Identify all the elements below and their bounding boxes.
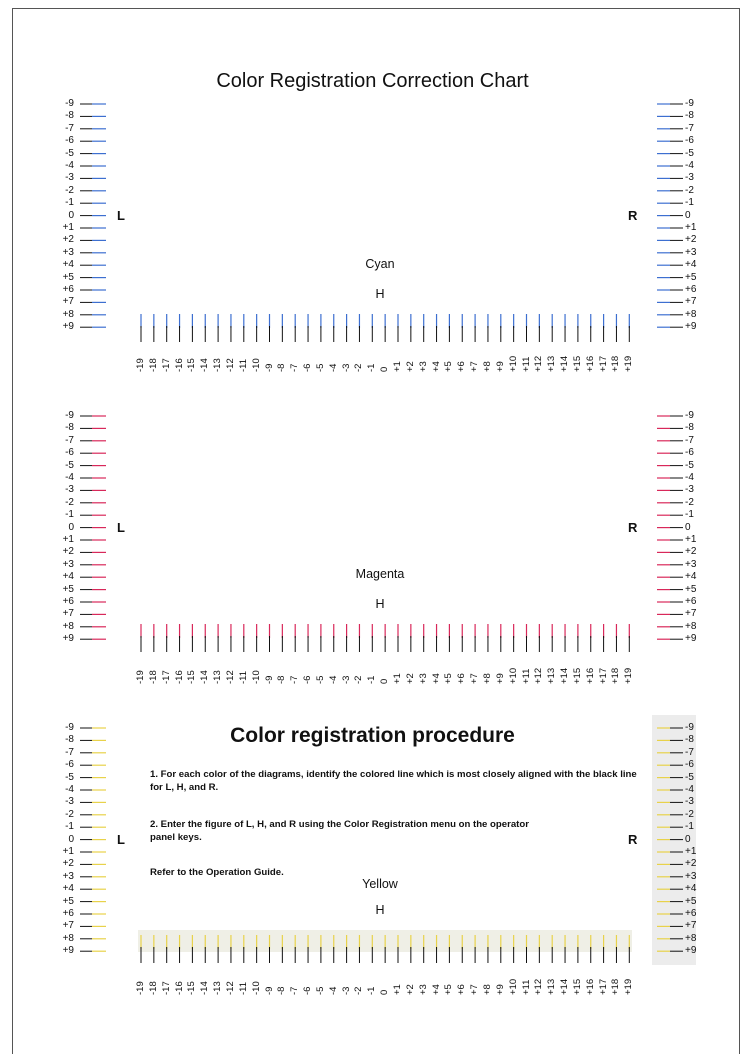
magenta-left-scale-label: +6 (62, 596, 74, 607)
cyan-h-scale-label: 0 (379, 366, 391, 372)
magenta-h-scale-label: +17 (597, 667, 609, 684)
cyan-h-scale-label: -17 (160, 358, 172, 372)
magenta-right-scale-label: +5 (685, 583, 697, 595)
magenta-h-scale-label: -17 (160, 670, 172, 684)
cyan-left-scale-label: +7 (62, 296, 74, 308)
yellow-left-scale-label: +1 (62, 846, 74, 857)
cyan-h-scale-label: -15 (186, 358, 198, 372)
yellow-right-scale-label: -4 (685, 784, 694, 795)
cyan-h-scale-label: -3 (340, 363, 352, 372)
cyan-h-scale-label: +7 (469, 361, 481, 372)
cyan-h-scale-label: -6 (302, 363, 314, 372)
cyan-h-scale-label: -1 (366, 363, 378, 372)
yellow-h-scale-label: -17 (160, 981, 172, 995)
cyan-left-scale-label: -7 (65, 122, 74, 134)
magenta-l-label: L (117, 519, 125, 535)
cyan-right-scale-label: -2 (685, 184, 694, 196)
yellow-left-scale-label: +6 (62, 908, 74, 919)
cyan-l-label: L (117, 207, 125, 223)
cyan-right-scale-label: -3 (685, 172, 694, 184)
procedure-note: Refer to the Operation Guide. (150, 867, 284, 878)
magenta-h-scale-label: -19 (135, 670, 146, 684)
cyan-h-scale-label: +10 (507, 355, 519, 372)
magenta-left-scale-label: +7 (62, 608, 74, 620)
cyan-h-scale-label: +2 (404, 361, 416, 372)
yellow-h-scale-label: +5 (443, 984, 455, 995)
yellow-left-scale-label: -5 (65, 771, 74, 783)
yellow-left-scale-label: +4 (62, 883, 74, 895)
magenta-h-scale-label: -9 (263, 675, 275, 684)
yellow-h-scale-label: +9 (494, 984, 506, 995)
cyan-h-scale-label: -14 (199, 358, 211, 372)
magenta-left-scale-label: +4 (62, 571, 74, 583)
magenta-right-scale-label: 0 (685, 521, 691, 533)
magenta-h-scale-label: -4 (327, 675, 339, 684)
yellow-right-scale-label: +8 (685, 932, 697, 944)
chart-title: Color Registration Correction Chart (216, 70, 529, 92)
yellow-right-scale-label: -7 (685, 746, 694, 758)
yellow-h-scale-label: +8 (481, 984, 493, 995)
magenta-right-scale-label: -5 (685, 459, 694, 471)
cyan-right-scale-label: -7 (685, 122, 694, 134)
yellow-right-scale-label: -5 (685, 771, 694, 783)
magenta-right-scale-label: +7 (685, 608, 697, 620)
cyan-h-scale-label: +5 (443, 361, 455, 372)
magenta-h-scale-label: +1 (392, 673, 403, 684)
yellow-h-scale-label: +3 (417, 984, 429, 995)
magenta-left-scale-label: -4 (65, 472, 74, 483)
yellow-h-scale-label: +16 (584, 978, 596, 995)
magenta-h-scale-label: +5 (443, 673, 455, 684)
magenta-right-scale-label: -7 (685, 434, 694, 446)
cyan-right-scale-label: -1 (685, 197, 694, 209)
cyan-right-scale-label: -6 (685, 135, 694, 147)
cyan-left-scale-label: +2 (62, 234, 74, 246)
cyan-left-scale-label: +5 (62, 271, 74, 283)
procedure-title: Color registration procedure (230, 724, 515, 747)
yellow-h-scale-label: -7 (289, 986, 301, 995)
cyan-left-scale-label: -2 (65, 184, 74, 196)
cyan-left-scale-label: -8 (65, 110, 74, 122)
magenta-right-scale-label: -3 (685, 484, 694, 496)
magenta-h-scale-label: +18 (610, 667, 622, 684)
yellow-left-scale-label: -1 (65, 821, 74, 833)
yellow-h-scale-label: +17 (597, 978, 609, 995)
magenta-h-scale-label: -13 (212, 670, 224, 684)
yellow-right-scale-label: -1 (685, 821, 694, 833)
magenta-right-scale-label: -2 (685, 496, 694, 508)
cyan-h-scale-label: +18 (610, 355, 622, 372)
magenta-h-scale-label: -8 (276, 675, 288, 684)
yellow-left-scale-label: +3 (62, 870, 74, 882)
magenta-right-scale-label: +9 (685, 633, 697, 645)
cyan-h-scale-label: -19 (135, 358, 146, 372)
cyan-h-scale-label: -5 (314, 363, 326, 372)
yellow-right-scale-label: +5 (685, 895, 697, 907)
cyan-right-scale-label: -8 (685, 110, 694, 122)
cyan-h-scale-label: -12 (224, 358, 236, 372)
cyan-h-scale-label: -8 (276, 363, 288, 372)
cyan-name: Cyan (365, 257, 395, 271)
magenta-h-scale-label: +11 (520, 668, 532, 684)
magenta-right-scale-label: +4 (685, 571, 697, 583)
magenta-h-scale-label: +4 (430, 673, 442, 684)
yellow-h-scale-label: -6 (302, 986, 314, 995)
cyan-right-scale-label: -5 (685, 147, 694, 159)
cyan-left-scale-label: +9 (62, 321, 74, 333)
magenta-left-scale-label: -6 (65, 447, 74, 459)
magenta-h-scale-label: +8 (481, 673, 493, 684)
yellow-h-scale-label: -15 (186, 981, 198, 995)
cyan-right-scale-label: +5 (685, 271, 697, 283)
magenta-h-scale-label: -5 (314, 675, 326, 684)
magenta-h-scale-label: -15 (186, 670, 198, 684)
yellow-h-scale-label: -8 (276, 986, 288, 995)
magenta-left-scale-label: -5 (65, 459, 74, 471)
cyan-right-scale-label: +7 (685, 296, 697, 308)
yellow-h-scale-label: +13 (546, 978, 558, 995)
cyan-h-scale-label: -16 (173, 358, 185, 372)
magenta-h-scale-label: +9 (494, 673, 506, 684)
cyan-r-label: R (628, 207, 638, 223)
yellow-left-scale-label: -9 (65, 722, 74, 733)
cyan-left-scale-label: 0 (68, 209, 74, 221)
yellow-h-scale-label: 0 (379, 989, 391, 995)
magenta-h-scale-label: -3 (340, 675, 352, 684)
magenta-h-scale-label: -16 (173, 670, 185, 684)
cyan-h-scale-label: +9 (494, 361, 506, 372)
cyan-h-scale-label: -10 (250, 358, 262, 372)
cyan-right-scale-label: +3 (685, 246, 697, 258)
magenta-right-scale-label: +2 (685, 546, 697, 558)
yellow-l-label: L (117, 831, 125, 847)
magenta-left-scale-label: -2 (65, 496, 74, 508)
yellow-right-scale-label: -8 (685, 734, 694, 746)
magenta-h-scale-label: 0 (379, 678, 391, 684)
magenta-right-scale-label: +6 (685, 596, 697, 607)
magenta-left-scale-label: +2 (62, 546, 74, 558)
cyan-right-scale-label: +8 (685, 308, 697, 320)
cyan-h-scale-label: -9 (263, 363, 275, 372)
magenta-h-scale-label: +6 (456, 673, 468, 684)
magenta-h-scale-label: -11 (237, 670, 249, 684)
cyan-right-scale-label: +4 (685, 259, 697, 271)
yellow-left-scale-label: -8 (65, 734, 74, 746)
cyan-h-scale-label: +15 (571, 355, 583, 372)
cyan-h-scale-label: +14 (559, 355, 571, 372)
yellow-right-scale-label: +7 (685, 920, 697, 932)
cyan-h-scale-label: +8 (481, 361, 493, 372)
magenta-left-scale-label: 0 (68, 521, 74, 533)
magenta-left-scale-label: +9 (62, 633, 74, 645)
yellow-left-scale-label: +7 (62, 920, 74, 932)
magenta-h-scale-label: -14 (199, 670, 211, 684)
cyan-h-scale-label: +19 (623, 355, 635, 372)
yellow-right-scale-label: 0 (685, 833, 691, 845)
magenta-h-scale-label: -1 (366, 675, 378, 684)
magenta-h-scale-label: +2 (404, 673, 416, 684)
cyan-left-scale-label: -1 (65, 197, 74, 209)
magenta-h-label: H (375, 597, 385, 611)
yellow-left-scale-label: 0 (68, 833, 74, 845)
cyan-h-scale-label: -2 (353, 363, 365, 372)
magenta-h-scale-label: +3 (417, 673, 429, 684)
cyan-h-scale-label: -18 (147, 358, 159, 372)
magenta-right-scale-label: +3 (685, 558, 697, 570)
yellow-h-scale-label: +7 (469, 984, 481, 995)
yellow-left-scale-label: -2 (65, 808, 74, 820)
cyan-h-scale-label: +13 (546, 355, 558, 372)
magenta-h-scale-label: +10 (507, 667, 519, 684)
magenta-right-scale-label: -1 (685, 509, 694, 521)
yellow-left-scale-label: -3 (65, 796, 74, 808)
yellow-h-scale-label: +10 (507, 978, 519, 995)
magenta-left-scale-label: +5 (62, 583, 74, 595)
cyan-right-scale-label: -9 (685, 98, 694, 109)
yellow-h-scale-label: -19 (135, 981, 146, 995)
cyan-h-scale-label: -7 (289, 363, 301, 372)
cyan-left-scale-label: +3 (62, 246, 74, 258)
yellow-h-scale-label: -9 (263, 986, 275, 995)
yellow-h-scale-label: +19 (623, 978, 635, 995)
cyan-h-scale-label: +16 (584, 355, 596, 372)
cyan-h-scale-label: +11 (520, 356, 532, 372)
magenta-left-scale-label: -9 (65, 410, 74, 421)
magenta-h-scale-label: +14 (559, 667, 571, 684)
magenta-right-scale-label: +8 (685, 620, 697, 632)
yellow-right-scale-label: +1 (685, 846, 697, 857)
yellow-right-scale-label: -3 (685, 796, 694, 808)
cyan-right-scale-label: 0 (685, 209, 691, 221)
cyan-h-scale-label: +6 (456, 361, 468, 372)
yellow-h-scale-label: -13 (212, 981, 224, 995)
yellow-left-scale-label: -6 (65, 759, 74, 771)
yellow-h-scale-label: +15 (571, 978, 583, 995)
yellow-right-scale-label: -6 (685, 759, 694, 771)
cyan-h-scale-label: +12 (533, 355, 545, 372)
magenta-h-scale-label: +19 (623, 667, 635, 684)
yellow-right-scale-label: +6 (685, 908, 697, 919)
magenta-h-scale-label: +12 (533, 667, 545, 684)
magenta-h-scale-label: +7 (469, 673, 481, 684)
magenta-r-label: R (628, 519, 638, 535)
magenta-right-scale-label: -6 (685, 447, 694, 459)
yellow-h-scale-label: -16 (173, 981, 185, 995)
yellow-h-scale-label: -10 (250, 981, 262, 995)
yellow-h-scale-label: +12 (533, 978, 545, 995)
cyan-right-scale-label: +2 (685, 234, 697, 246)
cyan-right-scale-label: +6 (685, 284, 697, 295)
magenta-h-scale-label: -2 (353, 675, 365, 684)
magenta-right-scale-label: -9 (685, 410, 694, 421)
cyan-h-scale-label: +3 (417, 361, 429, 372)
cyan-left-scale-label: +1 (62, 222, 74, 233)
yellow-h-scale-label: +11 (520, 979, 532, 995)
magenta-h-scale-label: -10 (250, 670, 262, 684)
yellow-h-scale-label: -18 (147, 981, 159, 995)
cyan-left-scale-label: -3 (65, 172, 74, 184)
yellow-left-scale-label: -7 (65, 746, 74, 758)
cyan-right-scale-label: +9 (685, 321, 697, 333)
yellow-right-scale-label: +4 (685, 883, 697, 895)
cyan-left-scale-label: -9 (65, 98, 74, 109)
yellow-h-scale-label: -11 (237, 981, 249, 995)
yellow-right-scale-label: +9 (685, 945, 697, 957)
yellow-h-scale-label: -5 (314, 986, 326, 995)
magenta-h-scale-label: -12 (224, 670, 236, 684)
magenta-h-scale-label: +15 (571, 667, 583, 684)
cyan-left-scale-label: +6 (62, 284, 74, 295)
cyan-right-scale-label: +1 (685, 222, 697, 233)
magenta-h-scale-label: +16 (584, 667, 596, 684)
cyan-left-scale-label: -4 (65, 160, 74, 171)
yellow-right-scale-label: -9 (685, 722, 694, 733)
yellow-h-scale-label: -14 (199, 981, 211, 995)
yellow-left-scale-label: +8 (62, 932, 74, 944)
magenta-right-scale-label: +1 (685, 534, 697, 545)
magenta-h-scale-label: -6 (302, 675, 314, 684)
yellow-r-label: R (628, 831, 638, 847)
cyan-h-scale-label: -4 (327, 363, 339, 372)
magenta-left-scale-label: -7 (65, 434, 74, 446)
magenta-right-scale-label: -4 (685, 472, 694, 483)
yellow-name: Yellow (362, 877, 398, 891)
yellow-left-scale-label: -4 (65, 784, 74, 795)
magenta-left-scale-label: -3 (65, 484, 74, 496)
magenta-right-scale-label: -8 (685, 422, 694, 434)
yellow-right-scale-label: +3 (685, 870, 697, 882)
yellow-h-scale-label: +2 (404, 984, 416, 995)
yellow-h-scale-label: -4 (327, 986, 339, 995)
yellow-h-scale-label: -3 (340, 986, 352, 995)
cyan-left-scale-label: -6 (65, 135, 74, 147)
cyan-h-label: H (375, 287, 385, 301)
cyan-left-scale-label: +4 (62, 259, 74, 271)
magenta-h-scale-label: -7 (289, 675, 301, 684)
yellow-h-scale-label: -12 (224, 981, 236, 995)
yellow-right-scale-label: +2 (685, 858, 697, 870)
magenta-name: Magenta (355, 567, 405, 581)
yellow-h-label: H (375, 903, 385, 917)
yellow-h-scale-label: -2 (353, 986, 365, 995)
yellow-left-scale-label: +2 (62, 858, 74, 870)
yellow-h-scale-label: +4 (430, 984, 442, 995)
yellow-h-scale-label: +18 (610, 978, 622, 995)
cyan-h-scale-label: +1 (392, 361, 403, 372)
cyan-h-scale-label: -11 (237, 358, 249, 372)
procedure-step-1: 1. For each color of the diagrams, identify the colored line which is most closely aligned with the black line for L, H, and R. (150, 769, 637, 793)
cyan-left-scale-label: +8 (62, 308, 74, 320)
magenta-left-scale-label: +1 (62, 534, 74, 545)
magenta-left-scale-label: +8 (62, 620, 74, 632)
magenta-left-scale-label: -8 (65, 422, 74, 434)
cyan-h-scale-label: +17 (597, 355, 609, 372)
yellow-h-scale-label: -1 (366, 986, 378, 995)
magenta-left-scale-label: +3 (62, 558, 74, 570)
yellow-right-scale-label: -2 (685, 808, 694, 820)
cyan-right-scale-label: -4 (685, 160, 694, 171)
yellow-h-scale-label: +14 (559, 978, 571, 995)
cyan-h-scale-label: -13 (212, 358, 224, 372)
cyan-h-scale-label: +4 (430, 361, 442, 372)
cyan-left-scale-label: -5 (65, 147, 74, 159)
yellow-h-scale-label: +6 (456, 984, 468, 995)
magenta-left-scale-label: -1 (65, 509, 74, 521)
yellow-left-scale-label: +5 (62, 895, 74, 907)
magenta-h-scale-label: -18 (147, 670, 159, 684)
magenta-h-scale-label: +13 (546, 667, 558, 684)
procedure-step-2: 2. Enter the figure of L, H, and R using the Color Registration menu on the operator panel keys. (150, 819, 529, 843)
yellow-h-scale-label: +1 (392, 984, 403, 995)
yellow-left-scale-label: +9 (62, 945, 74, 957)
